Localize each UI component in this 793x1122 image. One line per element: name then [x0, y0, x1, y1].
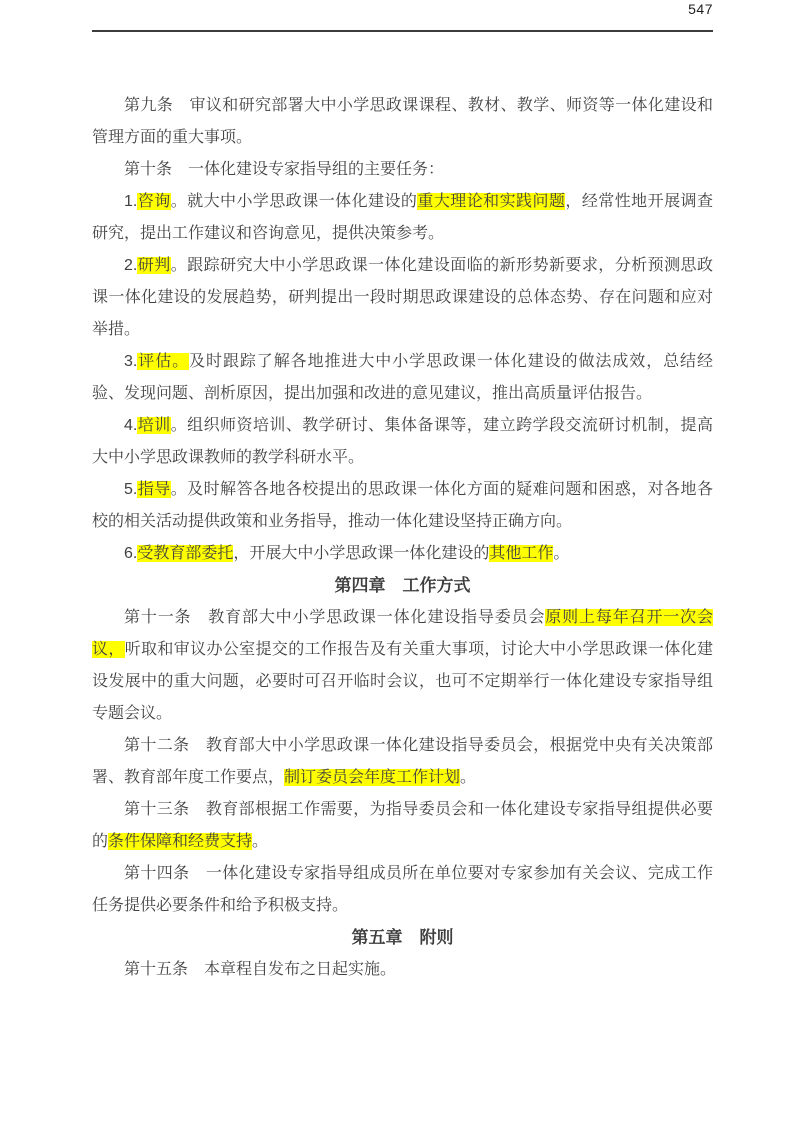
highlighted-text: 指导	[137, 481, 171, 498]
page-number: 547	[688, 1, 713, 17]
text-run: 第十五条 本章程自发布之日起实施。	[124, 961, 397, 978]
text-run: 1.	[124, 193, 138, 210]
text-run: 第十条 一体化建设专家指导组的主要任务：	[124, 161, 445, 178]
paragraph	[92, 90, 713, 154]
highlighted-text: 制订委员会年度工作计划	[284, 769, 461, 786]
paragraph	[92, 186, 713, 250]
text-run: 。	[553, 545, 570, 562]
highlighted-text: 研判	[137, 257, 171, 274]
text-run: 听取和审议办公室提交的工作报告及有关重大事项，讨论大中小学思政课一体化建设发展中的重大问题，必要时可召开临时会议，也可不定期举行一体化建设专家指导组专题会议。	[92, 641, 713, 722]
text-run: 第九条 审议和研究部署大中小学思政课课程、教材、教学、师资等一体化建设和管理方面的重大事项。	[92, 97, 713, 146]
chapter-heading	[92, 570, 713, 602]
paragraph	[92, 410, 713, 474]
chapter-heading	[92, 922, 713, 954]
highlighted-text: 评估。	[137, 353, 190, 370]
text-run: 。	[252, 833, 269, 850]
paragraph	[92, 954, 713, 986]
highlighted-text: 其他工作	[489, 545, 554, 562]
text-run: 。	[460, 769, 477, 786]
text-run: 第十三条 教育部根据工作需要，为指导委员会和一体化建设专家指导组提供必要的	[92, 801, 713, 850]
text-run: 。就大中小学思政课一体化建设的	[170, 193, 418, 210]
text-run: 5.	[124, 481, 138, 498]
paragraph	[92, 538, 713, 570]
text-run: 3.	[124, 353, 138, 370]
paragraph	[92, 858, 713, 922]
text-run: 第十一条 教育部大中小学思政课一体化建设指导委员会	[124, 609, 546, 626]
paragraph	[92, 730, 713, 794]
text-run: 6.	[124, 545, 138, 562]
paragraph	[92, 154, 713, 186]
text-run: 4.	[124, 417, 138, 434]
text-run: 第十四条 一体化建设专家指导组成员所在单位要对专家参加有关会议、完成工作任务提供必要条件和给予积极支持。	[92, 865, 713, 914]
text-run: ，经常性地开展调查研究，提出工作建议和咨询意见，提供决策参考。	[92, 193, 713, 242]
text-run: 2.	[124, 257, 138, 274]
text-run: 及时跟踪了解各地推进大中小学思政课一体化建设的做法成效，总结经验、发现问题、剖析原因，提出加强和改进的意见建议，推出高质量评估报告。	[92, 353, 713, 402]
header-rule	[92, 30, 713, 32]
document-body	[92, 90, 713, 986]
highlighted-text: 原则上每年召开一次会议，	[92, 609, 713, 658]
text-run: 第五章 附则	[351, 928, 454, 947]
text-run: 第十二条 教育部大中小学思政课一体化建设指导委员会，根据党中央有关决策部署、教育部年度工作要点，	[92, 737, 713, 786]
highlighted-text: 受教育部委托	[137, 545, 234, 562]
paragraph	[92, 794, 713, 858]
text-run: 第四章 工作方式	[334, 576, 471, 595]
text-run: 。及时解答各地各校提出的思政课一体化方面的疑难问题和困惑，对各地各校的相关活动提供政策和业务指导，推动一体化建设坚持正确方向。	[92, 481, 713, 530]
paragraph	[92, 602, 713, 730]
text-run: 。跟踪研究大中小学思政课一体化建设面临的新形势新要求，分析预测思政课一体化建设的发展趋势，研判提出一段时期思政课建设的总体态势、存在问题和应对举措。	[92, 257, 713, 338]
paragraph	[92, 250, 713, 346]
highlighted-text: 重大理论和实践问题	[417, 193, 566, 210]
highlighted-text: 条件保障和经费支持	[108, 833, 253, 850]
highlighted-text: 培训	[137, 417, 171, 434]
highlighted-text: 咨询	[137, 193, 171, 210]
paragraph	[92, 346, 713, 410]
text-run: 。组织师资培训、教学研讨、集体备课等，建立跨学段交流研讨机制，提高大中小学思政课教师的教学科研水平。	[92, 417, 713, 466]
text-run: ，开展大中小学思政课一体化建设的	[233, 545, 490, 562]
paragraph	[92, 474, 713, 538]
